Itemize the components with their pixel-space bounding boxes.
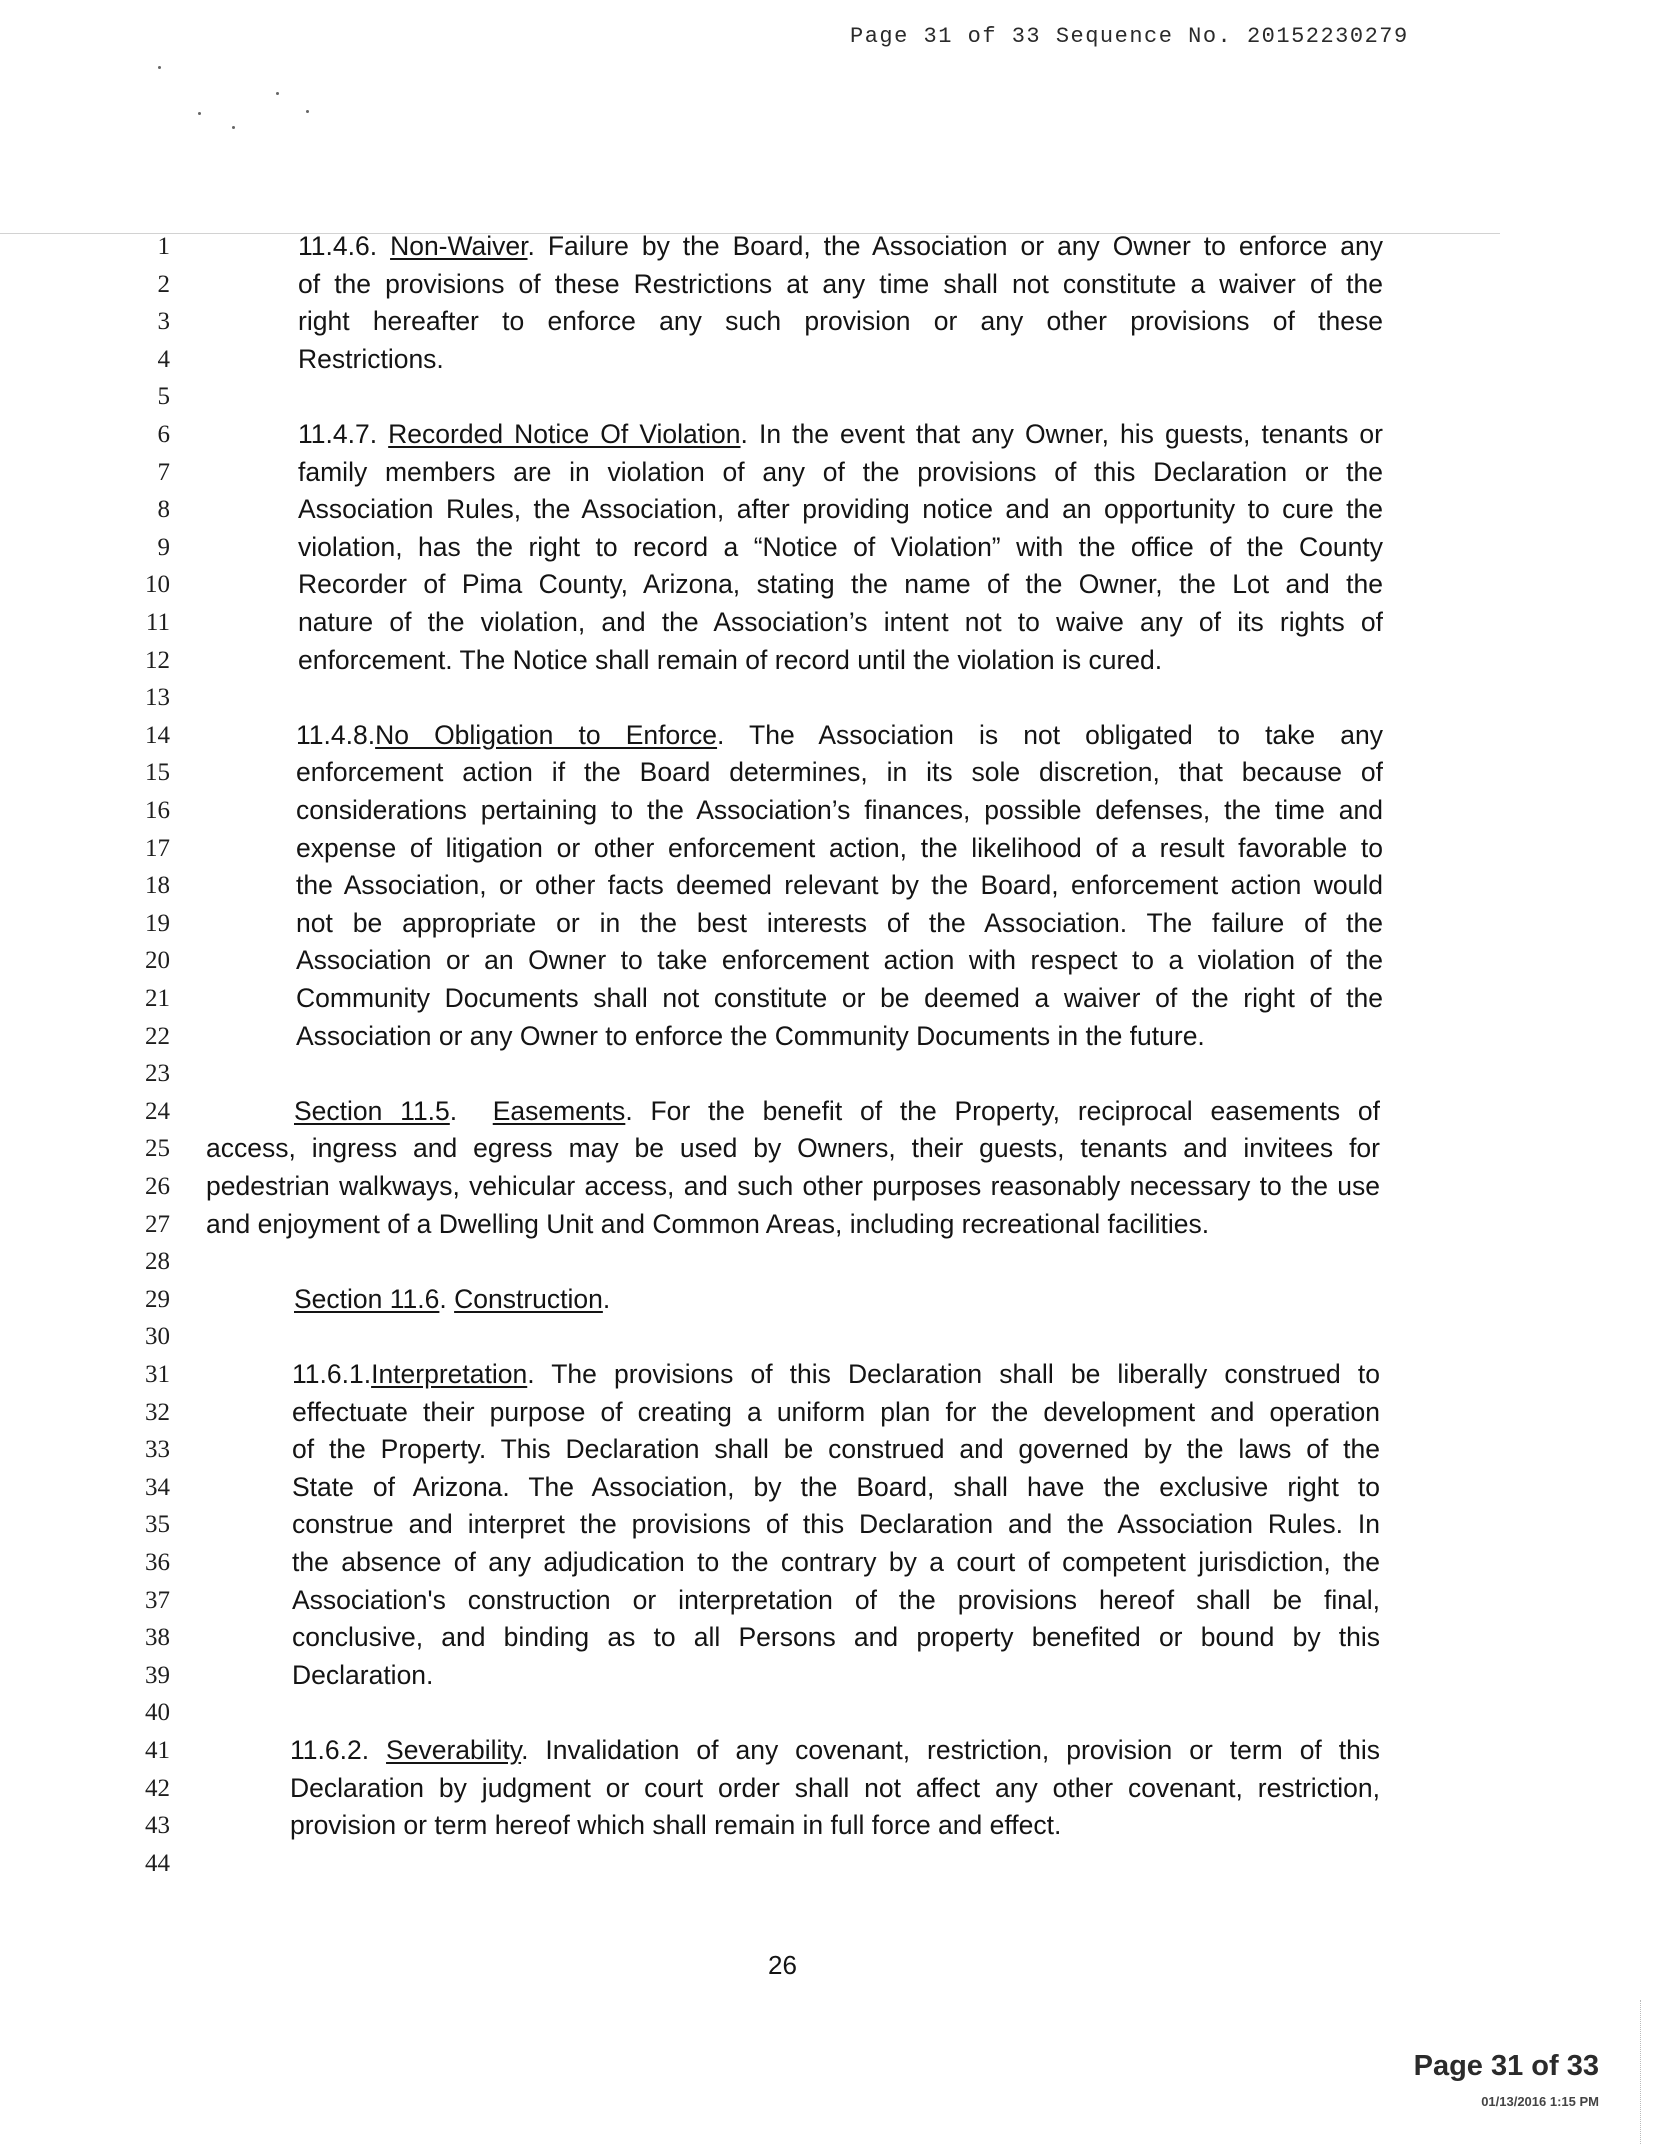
line-number: 34 [145,1473,170,1501]
text-line: 11.4.7. Recorded Notice Of Violation. In the event that any Owner, his guests, tenants or [298,419,1383,449]
text-line: expense of litigation or other enforcement action, the likelihood of a result favorable to [296,832,1383,863]
text-line: nature of the violation, and the Association’s intent not to waive any of its rights of [298,607,1383,637]
line-number: 26 [145,1173,170,1200]
line-number: 27 [145,1210,170,1238]
line-number: 17 [145,834,170,862]
line-number: 3 [157,308,170,336]
text-line: family members are in violation of any of the provisions of this Declaration or the [298,456,1383,487]
line-number: 4 [157,345,170,373]
text-line: State of Arizona. The Association, by the Board, shall have the exclusive right to [292,1471,1380,1502]
line-number: 22 [145,1022,170,1050]
text-line: 11.6.2. Severability. Invalidation of any covenant, restriction, provision or term of this [290,1735,1380,1765]
line-number: 32 [145,1398,170,1426]
section-construction-heading: Section 11.6. Construction. [294,1283,611,1314]
text-line: Declaration by judgment or court order shall not affect any other covenant, restriction, [290,1772,1380,1803]
line-number: 39 [145,1661,170,1689]
line-number: 42 [145,1774,170,1802]
line-number: 21 [145,985,170,1012]
line-number: 29 [145,1285,170,1313]
line-number: 35 [145,1511,170,1539]
text-line: effectuate their purpose of creating a uniform plan for the development and operation [292,1396,1380,1427]
text-line: construe and interpret the provisions of this Declaration and the Association Rules. In [292,1509,1380,1540]
text-line: Declaration. [292,1659,434,1690]
text-line: of the provisions of these Restrictions at any time shall not constitute a waiver of the [298,268,1383,299]
page-number: 26 [768,1950,797,1980]
line-number: 31 [145,1361,170,1388]
heading-construction: Construction [454,1283,603,1314]
footer-page-count: Page 31 of 33 [1413,2050,1599,2082]
line-number: 12 [145,646,170,674]
heading-easements: Easements [492,1095,626,1126]
line-number: 40 [145,1699,170,1727]
line-number: 19 [145,909,170,937]
text-line: not be appropriate or in the best interests of the Association. The failure of the [296,907,1383,938]
section-11-6-number: Section 11.6 [294,1283,440,1314]
text-line: 11.4.6. Non-Waiver. Failure by the Board, the Association or any Owner to enforce any [298,231,1383,261]
line-number: 23 [145,1060,170,1088]
text-line: Association's construction or interpretation of the provisions hereof shall be final, [292,1584,1380,1615]
text-line: of the Property. This Declaration shall be construed and governed by the laws of the [292,1434,1380,1465]
text-line: violation, has the right to record a “Notice of Violation” with the office of the County [298,531,1383,562]
text-line: considerations pertaining to the Association’s finances, possible defenses, the time and [296,795,1383,825]
text-line: 11.4.8.No Obligation to Enforce. The Association is not obligated to take any [296,719,1383,750]
line-number: 25 [145,1135,170,1163]
line-number: 5 [157,383,170,411]
line-number: 7 [157,458,170,486]
line-number: 2 [157,270,170,298]
text-line: conclusive, and binding as to all Persons and property benefited or bound by this [292,1622,1380,1653]
line-number: 24 [145,1097,170,1125]
line-number: 30 [145,1323,170,1351]
line-number: 44 [145,1849,170,1877]
text-line: enforcement action if the Board determines, in its sole discretion, that because of [296,757,1383,788]
line-number: 1 [157,233,170,260]
line-number: 38 [145,1624,170,1652]
text-line: Recorder of Pima County, Arizona, stating the name of the Owner, the Lot and the [298,569,1383,600]
line-number: 37 [145,1586,170,1614]
line-number: 14 [145,721,170,749]
text-line: the absence of any adjudication to the contrary by a court of competent jurisdiction, the [292,1547,1380,1577]
text-line: access, ingress and egress may be used by Owners, their guests, tenants and invitees for [206,1133,1380,1164]
text-line: Association or any Owner to enforce the Community Documents in the future. [296,1020,1205,1051]
section-11-5-number: Section 11.5 [294,1095,450,1126]
text-line: Community Documents shall not constitute or be deemed a waiver of the right of the [296,983,1383,1013]
text-line: Section 11.5. Easements. For the benefit of the Property, reciprocal easements of [294,1095,1380,1126]
line-number: 11 [145,609,170,636]
scan-edge-rule [1640,2000,1641,2144]
text-line: Restrictions. [298,343,444,374]
line-number: 8 [157,496,170,524]
text-line: and enjoyment of a Dwelling Unit and Common Areas, including recreational facilities. [206,1208,1210,1239]
heading-recorded-notice: Recorded Notice Of Violation [388,419,741,449]
line-number: 16 [145,797,170,824]
text-line: pedestrian walkways, vehicular access, and such other purposes reasonably necessary to the use [206,1171,1380,1201]
text-line: Association or an Owner to take enforcement action with respect to a violation of the [296,945,1383,976]
text-line: right hereafter to enforce any such provision or any other provisions of these [298,306,1383,337]
text-line: 11.6.1.Interpretation. The provisions of this Declaration shall be liberally construed to [292,1359,1380,1389]
footer-timestamp: 01/13/2016 1:15 PM [1481,2094,1599,2109]
line-number: 15 [145,759,170,787]
line-number: 10 [145,571,170,599]
line-number: 20 [145,947,170,975]
line-number: 18 [145,872,170,900]
line-number: 13 [145,684,170,712]
text-line: the Association, or other facts deemed relevant by the Board, enforcement action would [296,870,1383,901]
text-line: Association Rules, the Association, after providing notice and an opportunity to cure the [298,494,1383,525]
text-line: enforcement. The Notice shall remain of record until the violation is cured. [298,644,1163,675]
line-number: 28 [145,1248,170,1276]
line-number: 9 [157,533,170,561]
text-line: provision or term hereof which shall remain in full force and effect. [290,1810,1062,1841]
line-number: 6 [157,421,170,448]
line-number: 41 [145,1737,170,1764]
heading-severability: Severability [386,1735,522,1765]
heading-non-waiver: Non-Waiver [390,231,528,261]
heading-no-obligation: No Obligation to Enforce [375,719,718,750]
line-number: 33 [145,1436,170,1464]
page-sequence-header: Page 31 of 33 Sequence No. 20152230279 [850,24,1409,49]
line-number: 43 [145,1812,170,1840]
heading-interpretation: Interpretation [371,1359,528,1389]
line-number: 36 [145,1549,170,1576]
